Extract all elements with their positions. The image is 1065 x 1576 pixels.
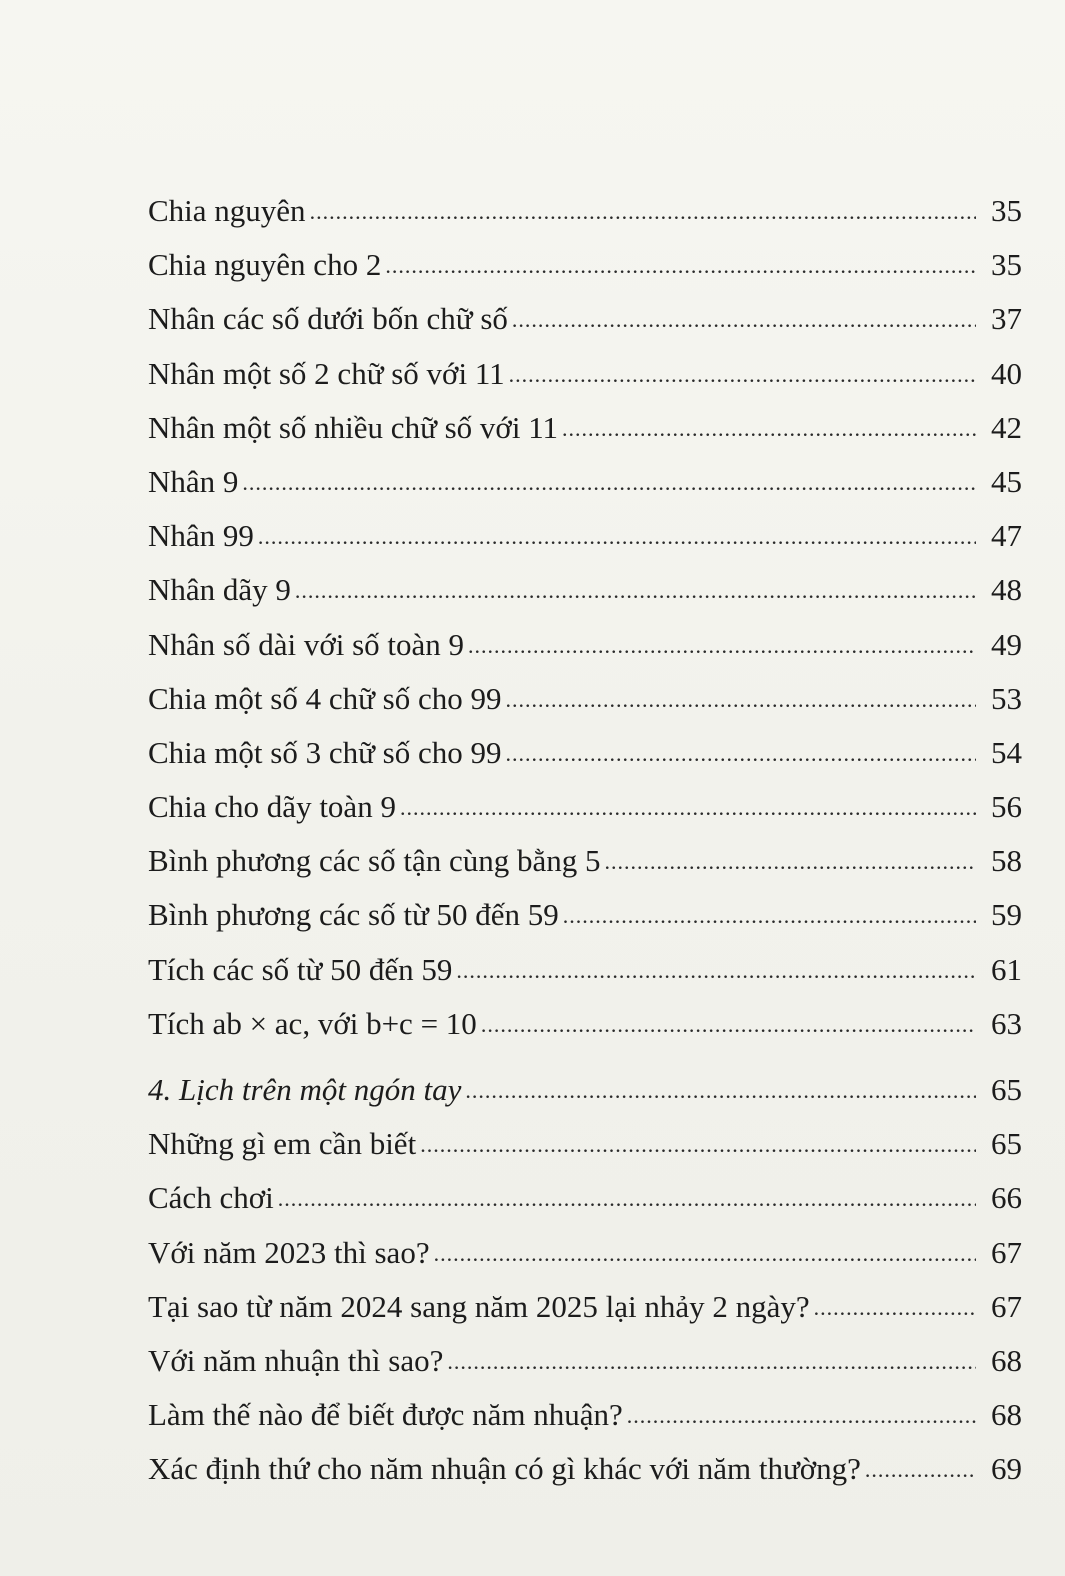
toc-entry-title: Làm thế nào để biết được năm nhuận? <box>148 1397 623 1433</box>
toc-entry <box>148 1171 1022 1225</box>
toc-entry <box>148 1388 1022 1442</box>
toc-entry-page: 42 <box>991 409 1022 445</box>
toc-entry <box>148 1334 1022 1388</box>
toc-entry-title: Chia cho dãy toàn 9 <box>148 789 396 825</box>
toc-entry <box>148 780 1022 834</box>
toc-entry-page: 66 <box>991 1180 1022 1216</box>
toc-entry <box>148 238 1022 292</box>
toc-entry <box>148 455 1022 509</box>
toc-entry-page: 59 <box>991 897 1022 933</box>
toc-entry-page: 67 <box>991 1234 1022 1270</box>
toc-entry-page: 35 <box>991 193 1022 228</box>
toc-entry-page: 54 <box>991 734 1022 770</box>
toc-entry-title: Cách chơi <box>148 1180 274 1216</box>
toc-entry <box>148 618 1022 672</box>
toc-entry-page: 53 <box>991 680 1022 716</box>
toc-entry-page: 65 <box>991 1126 1022 1162</box>
toc-entry-title: Với năm 2023 thì sao? <box>148 1234 430 1270</box>
toc-entry-page: 67 <box>991 1288 1022 1324</box>
toc-chapter-heading <box>148 1063 1022 1117</box>
toc-entry-title: Với năm nhuận thì sao? <box>148 1342 444 1378</box>
dot-leader <box>258 510 976 564</box>
toc-entry-title: Chia nguyên cho 2 <box>148 247 382 283</box>
toc-entry <box>148 1117 1022 1171</box>
toc-entry <box>148 509 1022 563</box>
toc-chapter-title: 4. Lịch trên một ngón tay <box>148 1072 462 1107</box>
dot-leader <box>295 564 976 618</box>
dot-leader <box>512 293 976 347</box>
toc-entry-title: Nhân số dài với số toàn 9 <box>148 626 465 662</box>
dot-leader <box>434 1227 976 1281</box>
toc-entry-title: Tích ab × ac, với b+c = 10 <box>148 1005 477 1041</box>
dot-leader <box>562 402 976 456</box>
toc-entry-title: Bình phương các số từ 50 đến 59 <box>148 897 559 933</box>
toc-entry-page: 68 <box>991 1397 1022 1433</box>
toc-entry-title: Nhân 99 <box>148 518 254 554</box>
toc-entry-page: 40 <box>991 355 1022 391</box>
toc-entry-page: 49 <box>991 626 1022 662</box>
toc-entry-page: 35 <box>991 247 1022 283</box>
toc-entry-page: 63 <box>991 1005 1022 1041</box>
toc-entry-page: 58 <box>991 843 1022 879</box>
dot-leader <box>563 889 976 943</box>
toc-entry-title: Nhân một số 2 chữ số với 11 <box>148 355 505 391</box>
toc-entry-page: 61 <box>991 951 1022 987</box>
toc-entry <box>148 997 1022 1051</box>
dot-leader <box>468 619 976 673</box>
dot-leader <box>447 1335 976 1389</box>
toc-entry <box>148 347 1022 401</box>
dot-leader <box>509 348 976 402</box>
dot-leader <box>604 835 976 889</box>
dot-leader <box>310 185 976 239</box>
toc-entry-title: Xác định thứ cho năm nhuận có gì khác với năm thường? <box>148 1451 861 1487</box>
toc-entry-title: Nhân dãy 9 <box>148 572 291 608</box>
toc-entry-page: 69 <box>991 1451 1022 1487</box>
dot-leader <box>627 1389 976 1443</box>
dot-leader <box>456 944 976 998</box>
toc-entry-page: 45 <box>991 463 1022 499</box>
toc-entry-page: 68 <box>991 1342 1022 1378</box>
toc-entry-title: Những gì em cần biết <box>148 1126 417 1162</box>
toc-entry-title: Bình phương các số tận cùng bằng 5 <box>148 843 601 879</box>
toc-entry-title: Tích các số từ 50 đến 59 <box>148 951 453 987</box>
toc-entry-page: 65 <box>991 1072 1022 1107</box>
toc-entry-title: Nhân một số nhiều chữ số với 11 <box>148 409 559 445</box>
toc-entry-title: Chia nguyên <box>148 193 306 228</box>
toc-entry-page: 48 <box>991 572 1022 608</box>
dot-leader <box>420 1118 976 1172</box>
toc-entry-page: 47 <box>991 518 1022 554</box>
dot-leader <box>814 1281 976 1335</box>
toc-entry-title: Chia một số 3 chữ số cho 99 <box>148 734 502 770</box>
toc-entry <box>148 1280 1022 1334</box>
toc-entry <box>148 1442 1022 1496</box>
dot-leader <box>385 239 976 293</box>
toc-entry <box>148 672 1022 726</box>
toc-entry <box>148 292 1022 346</box>
toc-entry-page: 37 <box>991 301 1022 337</box>
toc-entry-title: Chia một số 4 chữ số cho 99 <box>148 680 502 716</box>
table-of-contents <box>148 184 1022 1497</box>
toc-entry <box>148 888 1022 942</box>
toc-entry <box>148 726 1022 780</box>
toc-entry <box>148 401 1022 455</box>
toc-entry <box>148 1226 1022 1280</box>
dot-leader <box>505 727 976 781</box>
toc-entry-title: Nhân 9 <box>148 463 239 499</box>
toc-entry <box>148 834 1022 888</box>
dot-leader <box>400 781 976 835</box>
toc-entry-title: Nhân các số dưới bốn chữ số <box>148 301 508 337</box>
dot-leader <box>465 1064 976 1118</box>
dot-leader <box>242 456 976 510</box>
dot-leader <box>481 998 976 1052</box>
toc-entry <box>148 563 1022 617</box>
dot-leader <box>278 1172 976 1226</box>
toc-entry <box>148 943 1022 997</box>
toc-entry-page: 56 <box>991 789 1022 825</box>
toc-entry-title: Tại sao từ năm 2024 sang năm 2025 lại nhảy 2 ngày? <box>148 1288 810 1324</box>
dot-leader <box>505 673 976 727</box>
toc-entry <box>148 184 1022 238</box>
dot-leader <box>865 1443 976 1497</box>
